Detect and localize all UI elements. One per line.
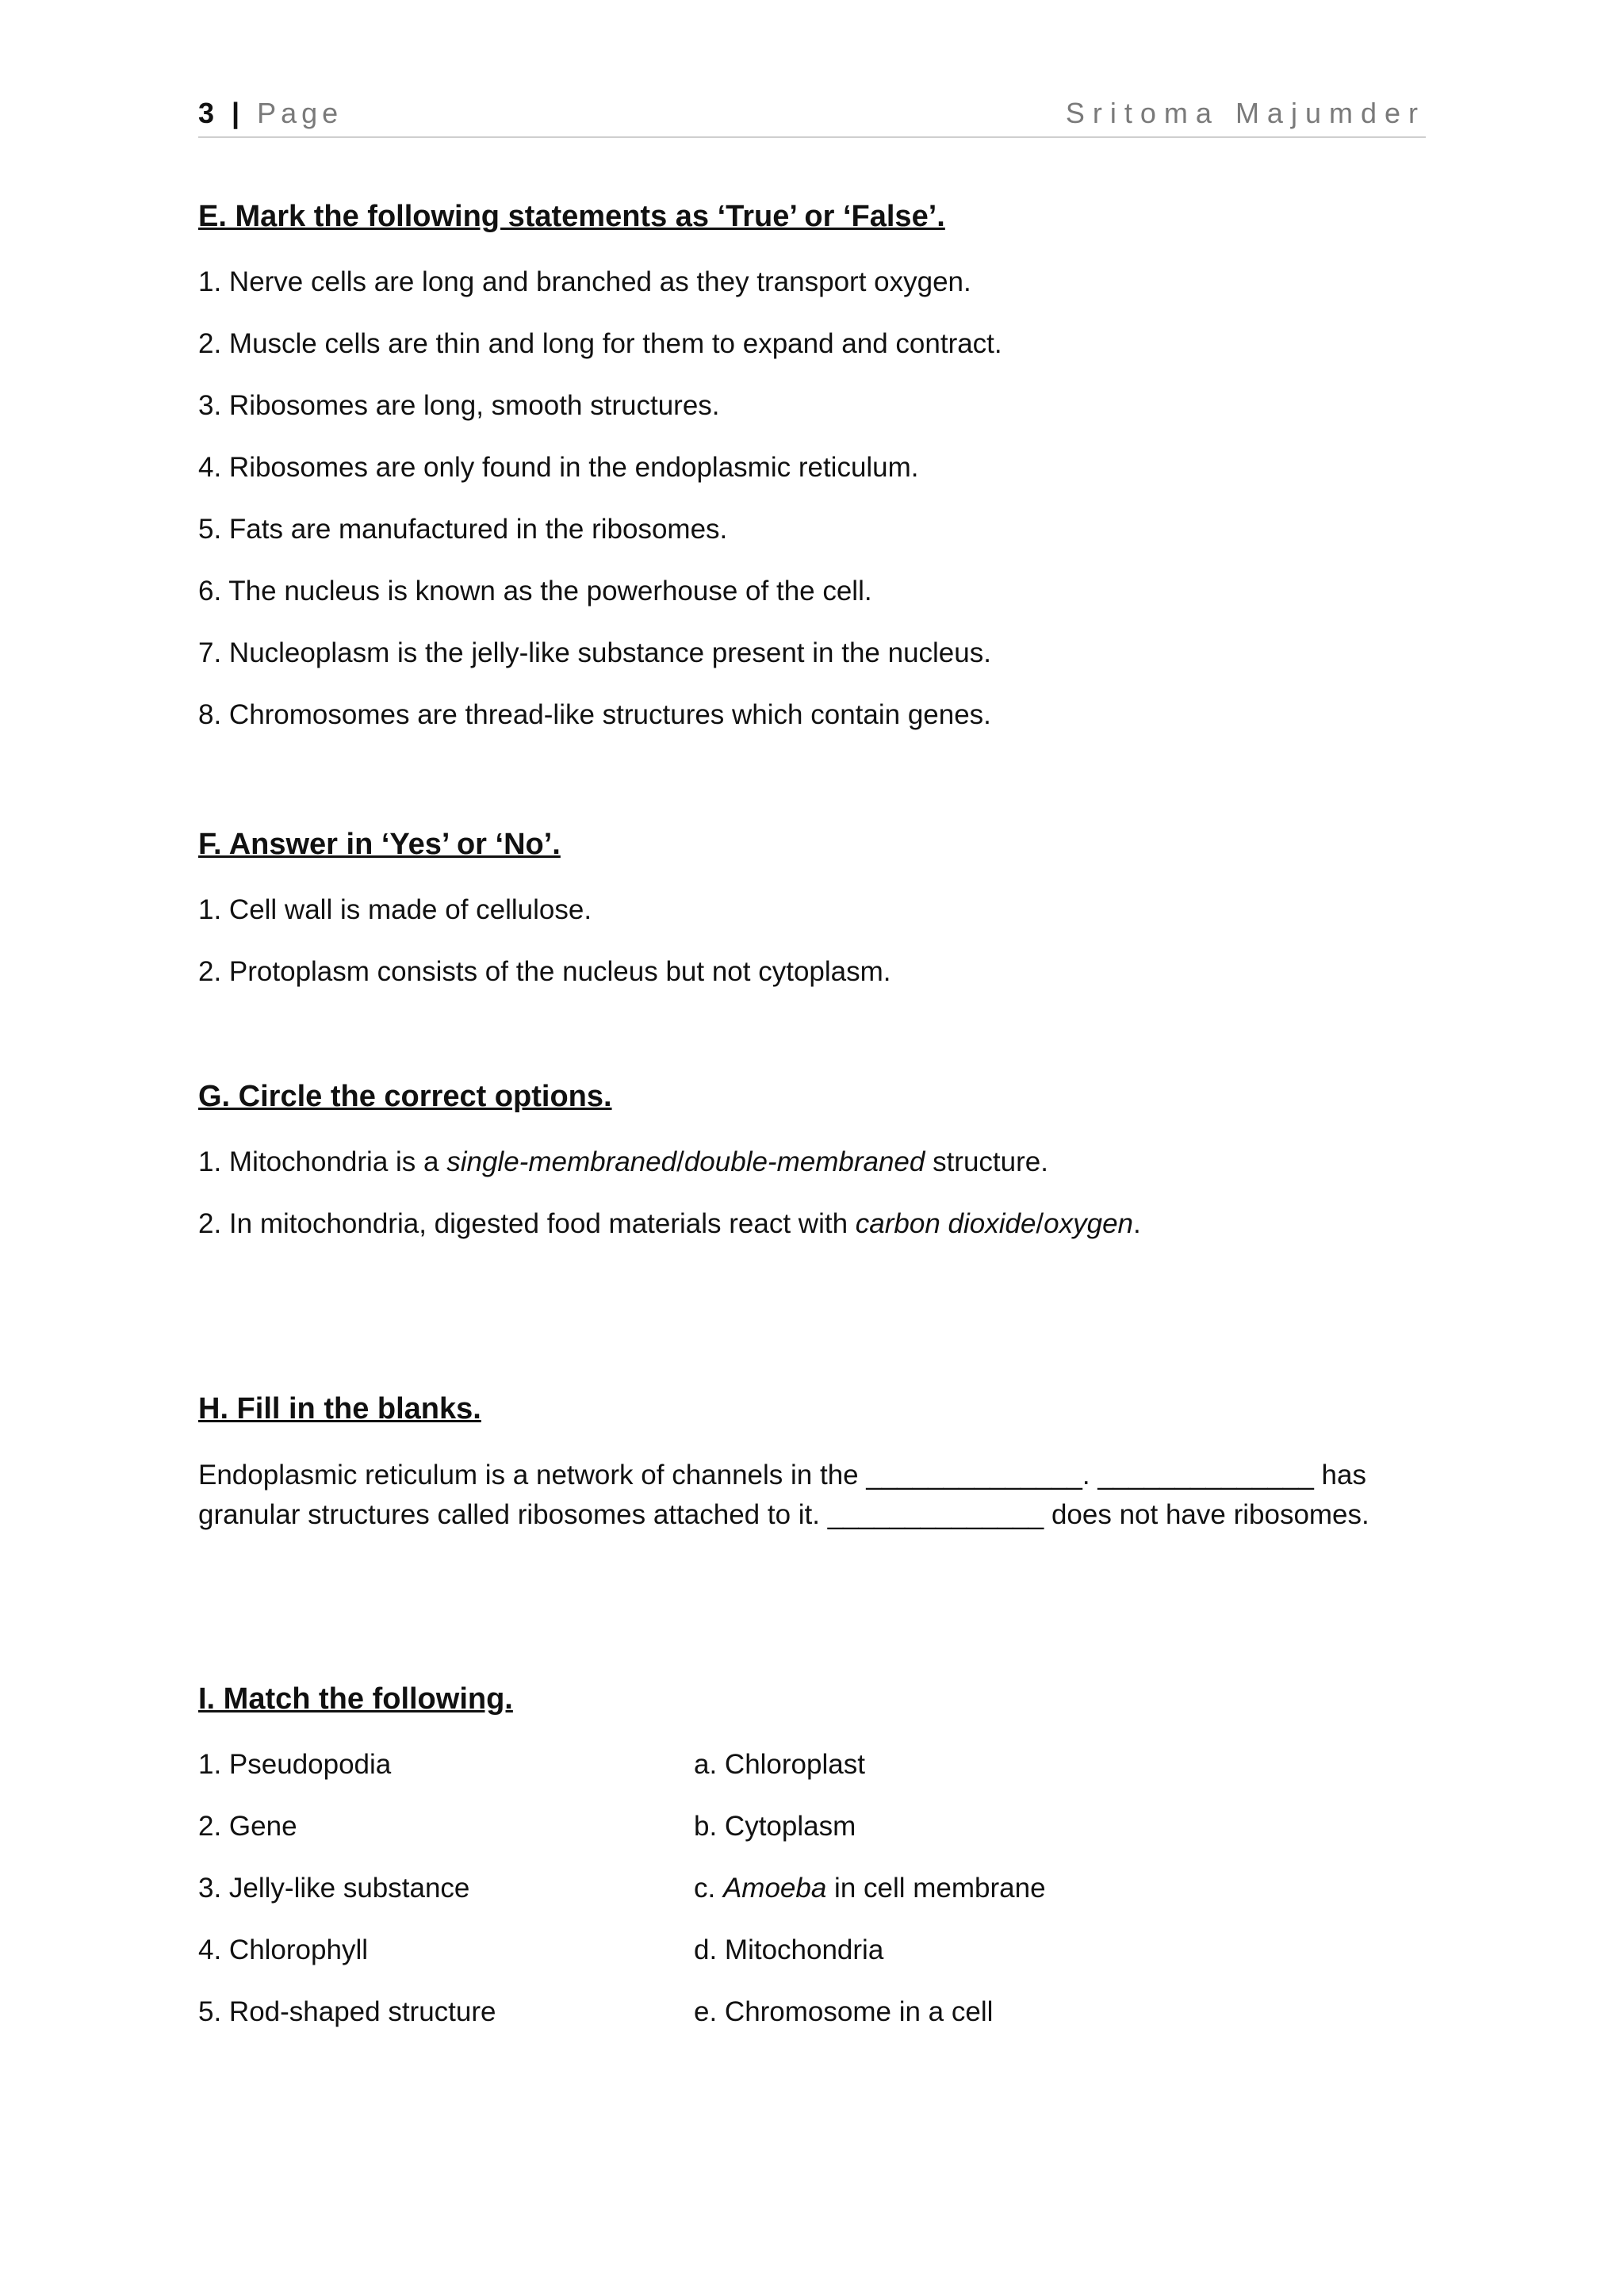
section-e-item: 2. Muscle cells are thin and long for them to expand and contract. <box>198 328 1002 359</box>
section-h-paragraph: Endoplasmic reticulum is a network of channels in the ______________. ______________ has granular structures called ribosomes attached to it. ______________ does not have ribosomes. <box>198 1460 1369 1530</box>
section-i-title: I. Match the following. <box>198 1682 513 1716</box>
match-right-text: e. Chromosome in a cell <box>694 1996 994 2027</box>
page-word: Page <box>257 97 343 129</box>
page-header <box>198 95 1426 138</box>
section-e-item: 1. Nerve cells are long and branched as they transport oxygen. <box>198 266 971 297</box>
section-e-item: 3. Ribosomes are long, smooth structures. <box>198 390 720 421</box>
match-right-item <box>694 1934 883 1966</box>
match-right-italic: Amoeba <box>722 1873 827 1904</box>
section-g-item-2-prefix: 2. In mitochondria, digested food materials react with <box>198 1208 856 1239</box>
section-g-item-1-prefix: 1. Mitochondria is a <box>198 1146 447 1177</box>
page-number-label <box>198 97 343 130</box>
author-name: Sritoma Majumder <box>1065 97 1426 129</box>
match-left-item: 3. Jelly-like substance <box>198 1873 470 1904</box>
match-right-text: a. Chloroplast <box>694 1749 865 1780</box>
section-g-title: G. Circle the correct options. <box>198 1080 612 1113</box>
option-carbon-dioxide: carbon dioxide <box>855 1208 1036 1239</box>
section-e-item: 7. Nucleoplasm is the jelly-like substance present in the nucleus. <box>198 637 991 668</box>
section-f-title: F. Answer in ‘Yes’ or ‘No’. <box>198 828 561 861</box>
section-e-item: 4. Ribosomes are only found in the endoplasmic reticulum. <box>198 452 919 483</box>
section-f-item: 2. Protoplasm consists of the nucleus but not cytoplasm. <box>198 956 891 987</box>
option-separator: / <box>676 1146 684 1177</box>
match-right-item <box>694 1873 1046 1904</box>
section-g-item-1 <box>198 1146 1048 1178</box>
match-left-item: 5. Rod-shaped structure <box>198 1996 496 2027</box>
match-right-suffix: in cell membrane <box>826 1873 1046 1904</box>
section-e-title: E. Mark the following statements as ‘True’ or ‘False’. <box>198 200 945 233</box>
match-right-item <box>694 1811 856 1843</box>
match-left-item: 4. Chlorophyll <box>198 1934 368 1965</box>
header-separator: | <box>219 97 258 129</box>
section-g-item-2-suffix: . <box>1133 1208 1141 1239</box>
section-e-item: 8. Chromosomes are thread-like structures which contain genes. <box>198 699 991 730</box>
match-right-item <box>694 1996 993 2028</box>
page-number: 3 <box>198 97 220 129</box>
section-h-title: H. Fill in the blanks. <box>198 1392 481 1425</box>
option-double-membraned: double-membraned <box>684 1146 925 1177</box>
option-separator: / <box>1036 1208 1044 1239</box>
match-right-text: d. Mitochondria <box>694 1934 884 1965</box>
match-right-text: c. <box>694 1873 723 1904</box>
match-right-item <box>694 1749 865 1781</box>
option-single-membraned: single-membraned <box>446 1146 677 1177</box>
section-f-item: 1. Cell wall is made of cellulose. <box>198 894 592 925</box>
section-g-item-1-suffix: structure. <box>925 1146 1048 1177</box>
match-right-text: b. Cytoplasm <box>694 1811 856 1842</box>
option-oxygen: oxygen <box>1044 1208 1134 1239</box>
match-left-item: 1. Pseudopodia <box>198 1749 392 1780</box>
section-g-item-2 <box>198 1208 1141 1240</box>
section-e-item: 5. Fats are manufactured in the ribosomes. <box>198 514 728 545</box>
match-left-item: 2. Gene <box>198 1811 297 1842</box>
section-e-item: 6. The nucleus is known as the powerhouse of the cell. <box>198 576 872 607</box>
